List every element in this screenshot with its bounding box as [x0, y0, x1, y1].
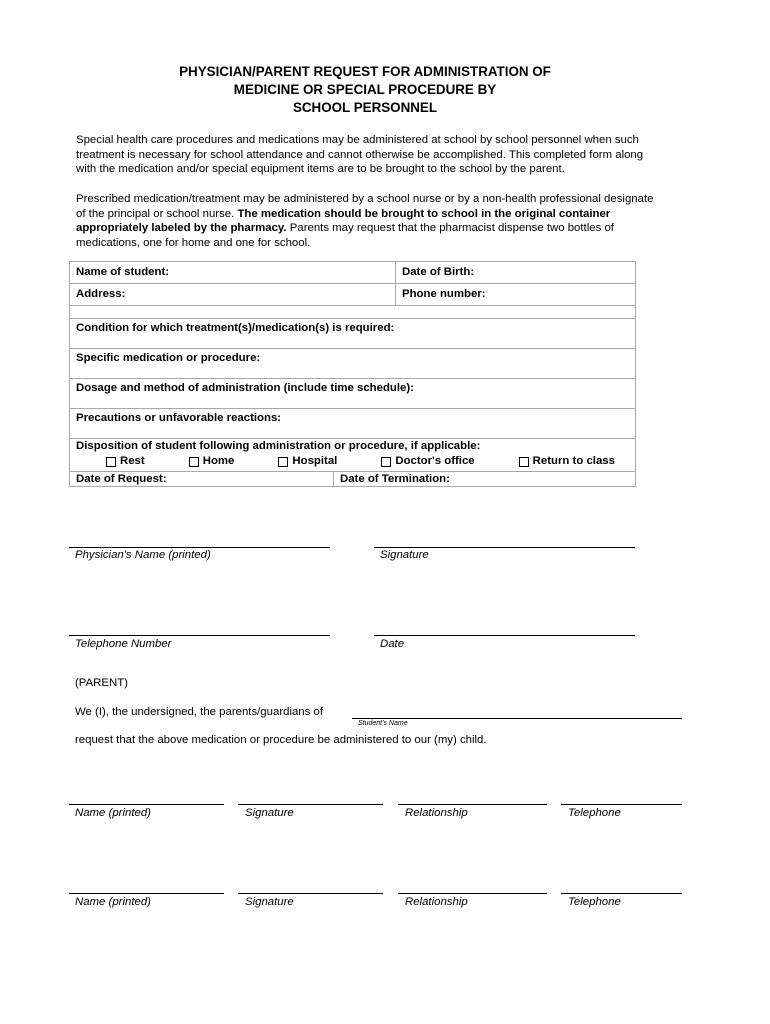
option-rest[interactable] [106, 454, 145, 469]
date-of-termination-label: Date of Termination: [340, 473, 450, 485]
physician-date-label: Date [380, 638, 405, 650]
option-hospital-label: Hospital [292, 455, 338, 467]
title-line-3: SCHOOL PERSONNEL [292, 100, 438, 115]
option-doctors-office[interactable] [381, 454, 474, 469]
option-rest-label: Rest [120, 455, 145, 467]
precautions-label: Precautions or unfavorable reactions: [76, 412, 282, 424]
parent2-name-line[interactable] [69, 893, 224, 894]
precautions-field[interactable] [70, 409, 636, 439]
parent1-relationship-label: Relationship [405, 807, 468, 819]
option-doctors-office-label: Doctor's office [395, 455, 475, 467]
physician-signature-line[interactable] [374, 547, 635, 548]
checkbox-icon[interactable] [381, 457, 391, 467]
parent1-telephone-label: Telephone [568, 807, 621, 819]
parent-we-text: We (I), the undersigned, the parents/guardians of [75, 706, 324, 718]
disposition-label: Disposition of student following administration or procedure, if applicable: [76, 440, 481, 452]
students-name-line[interactable] [352, 718, 682, 719]
title-line-1: PHYSICIAN/PARENT REQUEST FOR ADMINISTRATION OF [179, 64, 551, 79]
parent1-name-label: Name (printed) [75, 807, 151, 819]
parent-request-text: request that the above medication or procedure be administered to our (my) child. [75, 734, 487, 746]
intro-paragraph-1: Special health care procedures and medications may be administered at school by school personnel when such treatment is necessary for school attendance and cannot otherwise be accomplished. This completed form along with the medication and/or special equipment items are to be brought to the school by the parent. [76, 134, 644, 176]
student-info-table [69, 261, 636, 487]
parent2-telephone-label: Telephone [568, 896, 621, 908]
intro-paragraph-2 [76, 192, 666, 251]
date-of-termination-field[interactable] [334, 472, 450, 486]
address-field[interactable] [70, 284, 396, 306]
physician-name-label: Physician's Name (printed) [75, 549, 211, 561]
parent2-relationship-label: Relationship [405, 896, 468, 908]
date-of-birth-field[interactable] [396, 262, 636, 284]
name-of-student-label: Name of student: [76, 266, 170, 278]
parent1-telephone-line[interactable] [561, 804, 682, 805]
students-name-label: Student's Name [358, 720, 408, 727]
title-line-2: MEDICINE OR SPECIAL PROCEDURE BY [233, 82, 497, 97]
phone-number-label: Phone number: [402, 288, 486, 300]
parent1-relationship-line[interactable] [398, 804, 547, 805]
address-label: Address: [76, 288, 126, 300]
checkbox-icon[interactable] [106, 457, 116, 467]
name-of-student-field[interactable] [70, 262, 396, 284]
parent2-signature-label: Signature [245, 896, 294, 908]
date-of-request-field[interactable] [70, 472, 334, 486]
condition-label: Condition for which treatment(s)/medication(s) is required: [76, 322, 395, 334]
option-home-label: Home [202, 455, 235, 467]
parent2-name-label: Name (printed) [75, 896, 151, 908]
table-spacer [70, 306, 636, 319]
telephone-number-line[interactable] [69, 635, 330, 636]
parent2-signature-line[interactable] [238, 893, 383, 894]
checkbox-icon[interactable] [189, 457, 199, 467]
intro-p2-start: Prescribed medication/treatment may be administered by a school nurse or by a non-health professional designate of the principal or school nurse. [76, 193, 654, 220]
parent1-name-line[interactable] [69, 804, 224, 805]
parent-header: (PARENT) [75, 677, 128, 689]
checkbox-icon[interactable] [278, 457, 288, 467]
parent1-signature-label: Signature [245, 807, 294, 819]
form-title [70, 63, 660, 117]
physician-signature-label: Signature [380, 549, 429, 561]
option-return-to-class-label: Return to class [532, 455, 615, 467]
parent1-signature-line[interactable] [238, 804, 383, 805]
dates-row [70, 472, 636, 487]
specific-medication-field[interactable] [70, 349, 636, 379]
telephone-number-label: Telephone Number [75, 638, 172, 650]
physician-name-line[interactable] [69, 547, 330, 548]
date-of-birth-label: Date of Birth: [402, 266, 475, 278]
parent2-telephone-line[interactable] [561, 893, 682, 894]
disposition-field [70, 439, 636, 472]
intro-p2-end: Parents may request that the pharmacist dispense two bottles of medications, one for home and one for school. [76, 222, 614, 250]
specific-medication-label: Specific medication or procedure: [76, 352, 261, 364]
option-return-to-class[interactable] [519, 454, 615, 469]
disposition-options [76, 454, 629, 469]
date-of-request-label: Date of Request: [76, 473, 167, 485]
option-hospital[interactable] [278, 454, 337, 469]
condition-field[interactable] [70, 319, 636, 349]
parent2-relationship-line[interactable] [398, 893, 547, 894]
option-home[interactable] [189, 454, 235, 469]
dosage-field[interactable] [70, 379, 636, 409]
intro-p2-bold: The medication should be brought to school in the original container appropriately labeled by the pharmacy. [76, 207, 611, 235]
physician-date-line[interactable] [374, 635, 635, 636]
checkbox-icon[interactable] [519, 457, 529, 467]
phone-number-field[interactable] [396, 284, 636, 306]
dosage-label: Dosage and method of administration (include time schedule): [76, 382, 414, 394]
